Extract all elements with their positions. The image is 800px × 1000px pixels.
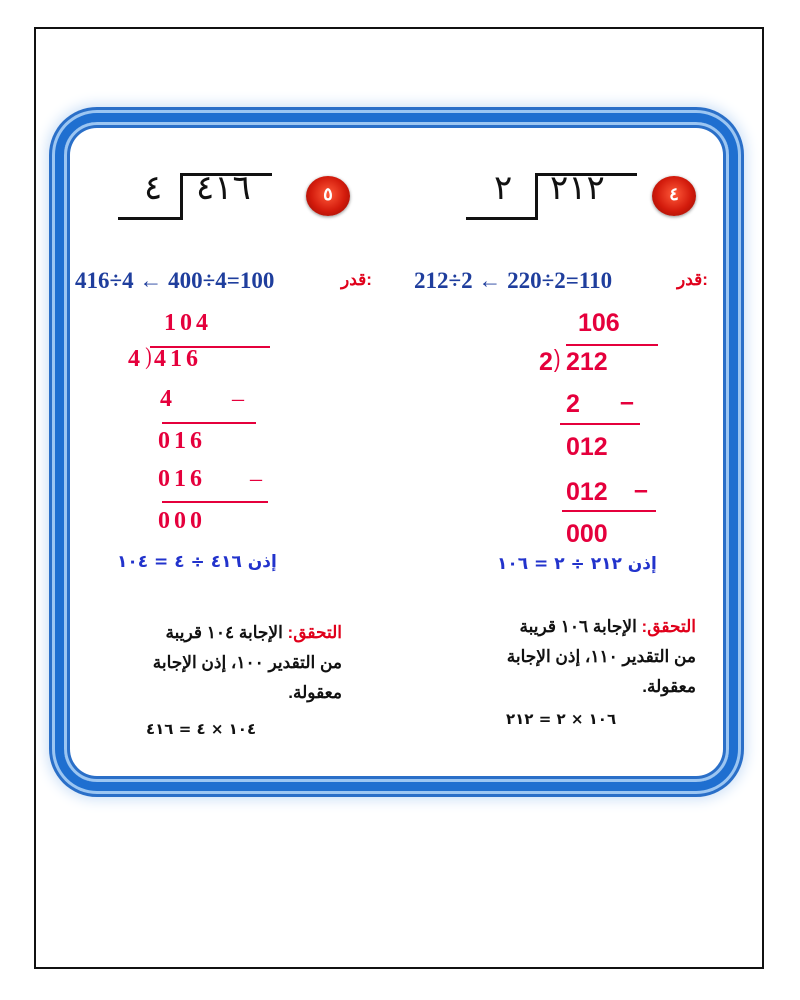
check-label-right: التحقق: (641, 617, 696, 636)
step1-left: 4 (160, 386, 176, 412)
division-bracket-bottom-right (466, 217, 538, 220)
division-bracket-vertical-right (535, 173, 538, 219)
multiplication-check-right: ١٠٦ × ٢ = ٢١٢ (506, 710, 617, 728)
conclusion-left: إذن ٤١٦ ÷ ٤ = ١٠٤ (117, 552, 277, 572)
minus-sign-1-left: – (232, 386, 248, 412)
quotient-left: 104 (164, 310, 212, 336)
check-block-right (507, 612, 696, 702)
check-line1-right: الإجابة ١٠٦ قريبة (519, 617, 637, 636)
division-bracket-curve-left: ) (145, 344, 155, 370)
problem-number-badge-right: ٤ (652, 176, 696, 216)
check-label-left: التحقق: (287, 623, 342, 642)
division-bar-right (566, 344, 658, 346)
quotient-right: 106 (578, 309, 620, 337)
dividend-left: ٤١٦ (196, 168, 251, 208)
divisor-right: ٢ (494, 168, 513, 208)
step2-right: 012 (566, 433, 608, 461)
multiplication-check-left: ١٠٤ × ٤ = ٤١٦ (146, 720, 257, 738)
divisor-left: ٤ (144, 168, 163, 208)
minus-sign-2-left: – (250, 466, 266, 492)
subtraction-line-1-right (560, 423, 640, 425)
step2-left: 016 (158, 428, 206, 454)
check-line2-left: من التقدير ١٠٠، إذن الإجابة (152, 653, 342, 672)
subtraction-line-2-right (562, 510, 656, 512)
divisor-latin-left: 4 (128, 346, 144, 372)
minus-sign-2-right: – (634, 476, 648, 504)
check-line2-right: من التقدير ١١٠، إذن الإجابة (506, 647, 696, 666)
dividend-latin-right: 212 (566, 348, 608, 376)
remainder-left: 000 (158, 508, 206, 534)
conclusion-right: إذن ٢١٢ ÷ ٢ = ١٠٦ (497, 554, 657, 574)
dividend-right: ٢١٢ (550, 168, 605, 208)
remainder-right: 000 (566, 520, 608, 548)
estimate-equation-left: 416÷4 ← 400÷4=100 (75, 268, 275, 293)
check-line1-left: الإجابة ١٠٤ قريبة (165, 623, 283, 642)
step3-left: 016 (158, 466, 206, 492)
divisor-latin-right: 2 (539, 348, 553, 376)
check-line3-right: معقولة. (642, 677, 696, 696)
subtraction-line-1-left (162, 422, 256, 424)
subtraction-line-2-left (162, 501, 268, 503)
division-bracket-curve-right: ) (553, 345, 561, 373)
check-line3-left: معقولة. (288, 683, 342, 702)
dividend-latin-left: 416 (154, 346, 202, 372)
problem-number-badge-left: ٥ (306, 176, 350, 216)
step3-right: 012 (566, 478, 608, 506)
check-block-left (153, 618, 342, 708)
minus-sign-1-right: – (620, 388, 634, 416)
estimate-label-right: قدر: (677, 270, 708, 289)
step1-right: 2 (566, 390, 580, 418)
estimate-label-left: قدر: (341, 270, 372, 289)
division-bracket-bottom-left (118, 217, 183, 220)
division-bracket-vertical-left (180, 173, 183, 219)
estimate-equation-right: 212÷2 ← 220÷2=110 (414, 268, 613, 293)
